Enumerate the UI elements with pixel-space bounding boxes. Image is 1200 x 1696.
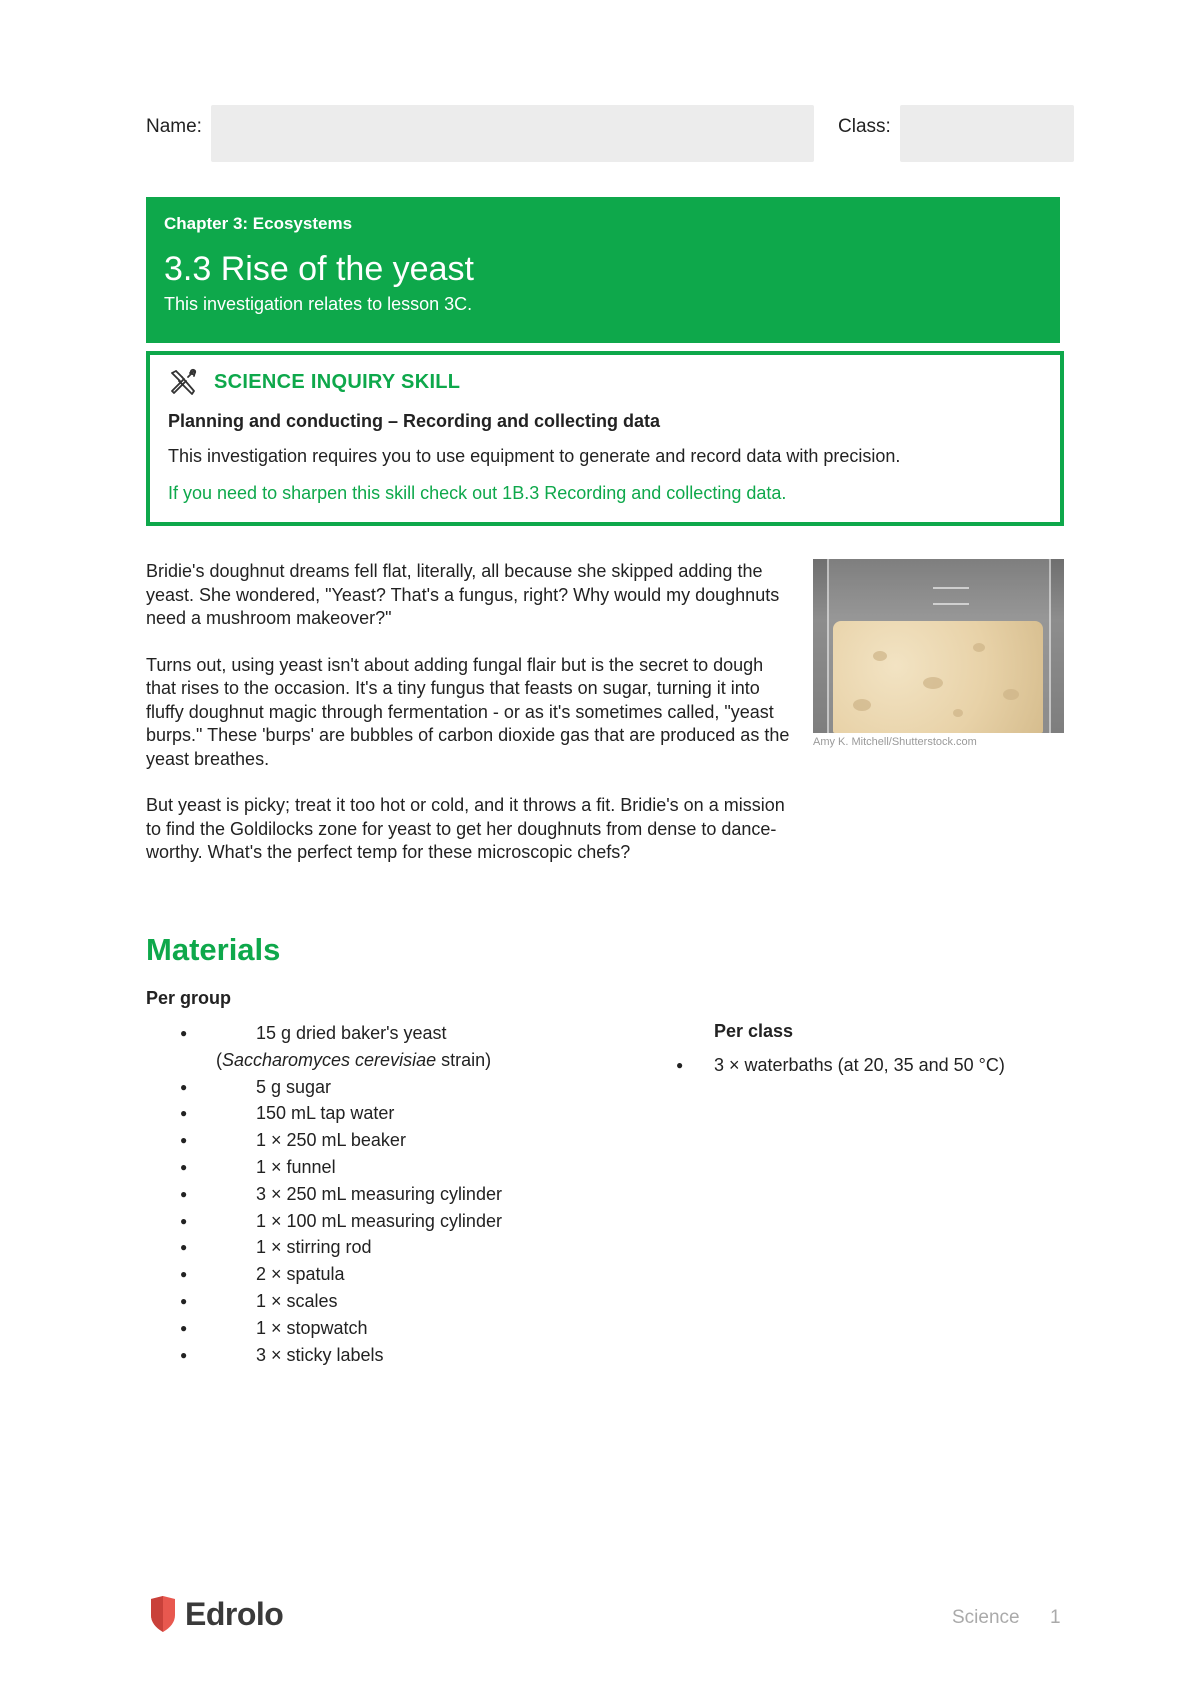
class-label: Class: [838, 116, 891, 137]
edrolo-logo [149, 1595, 283, 1633]
list-item: ● 3 × sticky labels [176, 1342, 502, 1369]
list-item: ● 1 × 100 mL measuring cylinder [176, 1208, 502, 1235]
chapter-label: Chapter 3: Ecosystems [164, 214, 353, 233]
page-title: 3.3 Rise of the yeast [164, 250, 474, 288]
list-item: ● 1 × stopwatch [176, 1315, 502, 1342]
per-class-label: Per class [714, 1021, 794, 1041]
chapter-header [146, 197, 1060, 343]
skill-link[interactable]: If you need to sharpen this skill check out 1B.3 Recording and collecting data. [168, 483, 787, 503]
per-group-list [176, 1020, 502, 1368]
tools-icon [168, 367, 200, 397]
intro-paragraph: Bridie's doughnut dreams fell flat, literally, all because she skipped adding the yeast. She wondered, "Yeast? That's a fungus, right? Why would my doughnuts need a mushroom makeover?" [146, 561, 780, 628]
per-group-label: Per group [146, 988, 232, 1008]
brand-name: Edrolo [185, 1595, 284, 1632]
image-credit: Amy K. Mitchell/Shutterstock.com [813, 736, 977, 748]
shield-icon [149, 1595, 177, 1633]
yeast-jar-image [813, 559, 1064, 733]
list-item: ● 2 × spatula [176, 1261, 502, 1288]
class-field[interactable] [900, 105, 1074, 162]
name-field[interactable] [211, 105, 814, 162]
intro-text [146, 560, 796, 888]
intro-paragraph: But yeast is picky; treat it too hot or cold, and it throws a fit. Bridie's on a mission to find the Goldilocks zone for yeast to get her doughnuts from dense to dance-worthy. What's the perfect temp for these microscopic chefs? [146, 795, 785, 862]
skill-description: This investigation requires you to use equipment to generate and record data with precision. [168, 446, 901, 466]
materials-heading: Materials [146, 932, 281, 967]
list-item: ● 3 × 250 mL measuring cylinder [176, 1181, 502, 1208]
name-label: Name: [146, 116, 202, 137]
list-item: ● 1 × stirring rod [176, 1234, 502, 1261]
list-item: ● 5 g sugar [176, 1074, 502, 1101]
list-item: ● 150 mL tap water [176, 1100, 502, 1127]
list-item: ● 15 g dried baker's yeast (Saccharomyces cerevisiae strain) [176, 1020, 502, 1074]
skill-box [146, 351, 1064, 526]
intro-paragraph: Turns out, using yeast isn't about adding fungal flair but is the secret to dough that rises to the occasion. It's a tiny fungus that feasts on sugar, turning it into fluffy doughnut magic through fermentation - or as it's sometimes called, "yeast burps." These 'burps' are bubbles of carbon dioxide gas that are produced as the yeast breathes. [146, 654, 790, 769]
per-class-list [672, 1052, 1005, 1078]
list-item: ● 1 × 250 mL beaker [176, 1127, 502, 1154]
list-item: ● 3 × waterbaths (at 20, 35 and 50 °C) [672, 1052, 1005, 1078]
list-item: ● 1 × scales [176, 1288, 502, 1315]
skill-title: SCIENCE INQUIRY SKILL [214, 370, 461, 393]
skill-subtitle: Planning and conducting – Recording and collecting data [168, 411, 661, 431]
page-number: 1 [1050, 1607, 1061, 1628]
list-item: ● 1 × funnel [176, 1154, 502, 1181]
chapter-subtitle: This investigation relates to lesson 3C. [164, 294, 473, 314]
footer-subject: Science [952, 1607, 1020, 1628]
